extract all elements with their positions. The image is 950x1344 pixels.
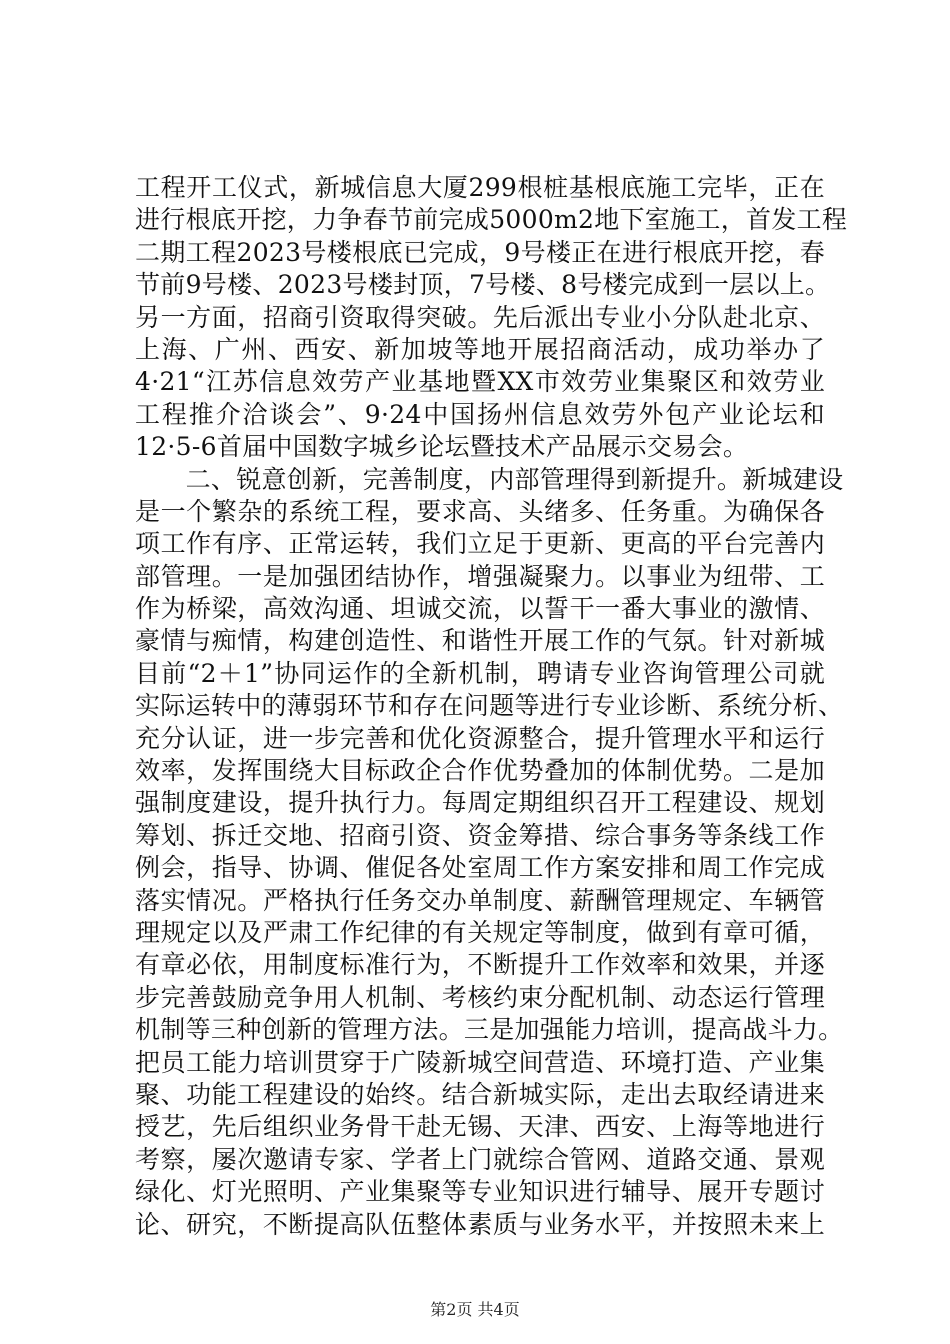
text-line: 进行根底开挖，力争春节前完成5000m2地下室施工，首发工程 <box>135 205 848 235</box>
text-line: 充分认证，进一步完善和优化资源整合，提升管理水平和运行 <box>135 723 825 753</box>
text-line: 作为桥梁，高效沟通、坦诚交流，以誓干一番大事业的激情、 <box>135 594 825 624</box>
text-line: 目前“2＋1”协同运作的全新机制，聘请专业咨询管理公司就 <box>135 658 825 688</box>
text-line: 工程推介洽谈会”、9·24中国扬州信息效劳外包产业论坛和 <box>135 399 825 429</box>
text-line: 机制等三种创新的管理方法。三是加强能力培训，提高战斗力。 <box>135 1015 844 1045</box>
text-line: 考察，屡次邀请专家、学者上门就综合管网、道路交通、景观 <box>135 1144 825 1174</box>
text-line: 实际运转中的薄弱环节和存在问题等进行专业诊断、系统分析、 <box>135 691 844 721</box>
page-footer: 第2页 共4页 <box>430 1300 520 1319</box>
text-line: 二期工程2023号楼根底已完成，9号楼正在进行根底开挖，春 <box>135 237 825 267</box>
text-line: 是一个繁杂的系统工程，要求高、头绪多、任务重。为确保各 <box>135 496 825 526</box>
text-line: 有章必依，用制度标准行为，不断提升工作效率和效果，并逐 <box>135 950 825 980</box>
text-line: 豪情与痴情，构建创造性、和谐性开展工作的气氛。针对新城 <box>135 626 825 656</box>
text-line: 绿化、灯光照明、产业集聚等专业知识进行辅导、展开专题讨 <box>135 1177 825 1207</box>
text-line: 12·5-6首届中国数字城乡论坛暨技术产品展示交易会。 <box>135 432 749 462</box>
text-line: 上海、广州、西安、新加坡等地开展招商活动，成功举办了 <box>135 334 825 364</box>
text-line: 4·21“江苏信息效劳产业基地暨XX市效劳业集聚区和效劳业 <box>135 367 825 397</box>
text-line: 授艺，先后组织业务骨干赴无锡、天津、西安、上海等地进行 <box>135 1112 825 1142</box>
text-line: 例会，指导、协调、催促各处室周工作方案安排和周工作完成 <box>135 853 825 883</box>
text-line: 效率，发挥围绕大目标政企合作优势叠加的体制优势。二是加 <box>135 756 825 786</box>
text-line: 部管理。一是加强团结协作，增强凝聚力。以事业为纽带、工 <box>135 561 825 591</box>
text-line: 把员工能力培训贯穿于广陵新城空间营造、环境打造、产业集 <box>135 1047 825 1077</box>
text-line: 另一方面，招商引资取得突破。先后派出专业小分队赴北京、 <box>135 302 825 332</box>
text-line: 节前9号楼、2023号楼封顶，7号楼、8号楼完成到一层以上。 <box>135 270 831 300</box>
text-line: 筹划、拆迁交地、招商引资、资金筹措、综合事务等条线工作 <box>135 820 825 850</box>
text-line: 二、锐意创新，完善制度，内部管理得到新提升。新城建设 <box>135 464 844 494</box>
text-line: 项工作有序、正常运转，我们立足于更新、更高的平台完善内 <box>135 529 825 559</box>
text-line: 步完善鼓励竞争用人机制、考核约束分配机制、动态运行管理 <box>135 982 825 1012</box>
text-line: 理规定以及严肃工作纪律的有关规定等制度，做到有章可循， <box>135 917 825 947</box>
text-line: 落实情况。严格执行任务交办单制度、薪酬管理规定、车辆管 <box>135 885 825 915</box>
text-line: 工程开工仪式，新城信息大厦299根桩基根底施工完毕，正在 <box>135 173 825 202</box>
body-text <box>135 172 848 1241</box>
text-line: 强制度建设，提升执行力。每周定期组织召开工程建设、规划 <box>135 788 825 818</box>
text-line: 论、研究，不断提高队伍整体素质与业务水平，并按照未来上 <box>135 1209 825 1239</box>
text-line: 聚、功能工程建设的始终。结合新城实际，走出去取经请进来 <box>135 1079 825 1109</box>
